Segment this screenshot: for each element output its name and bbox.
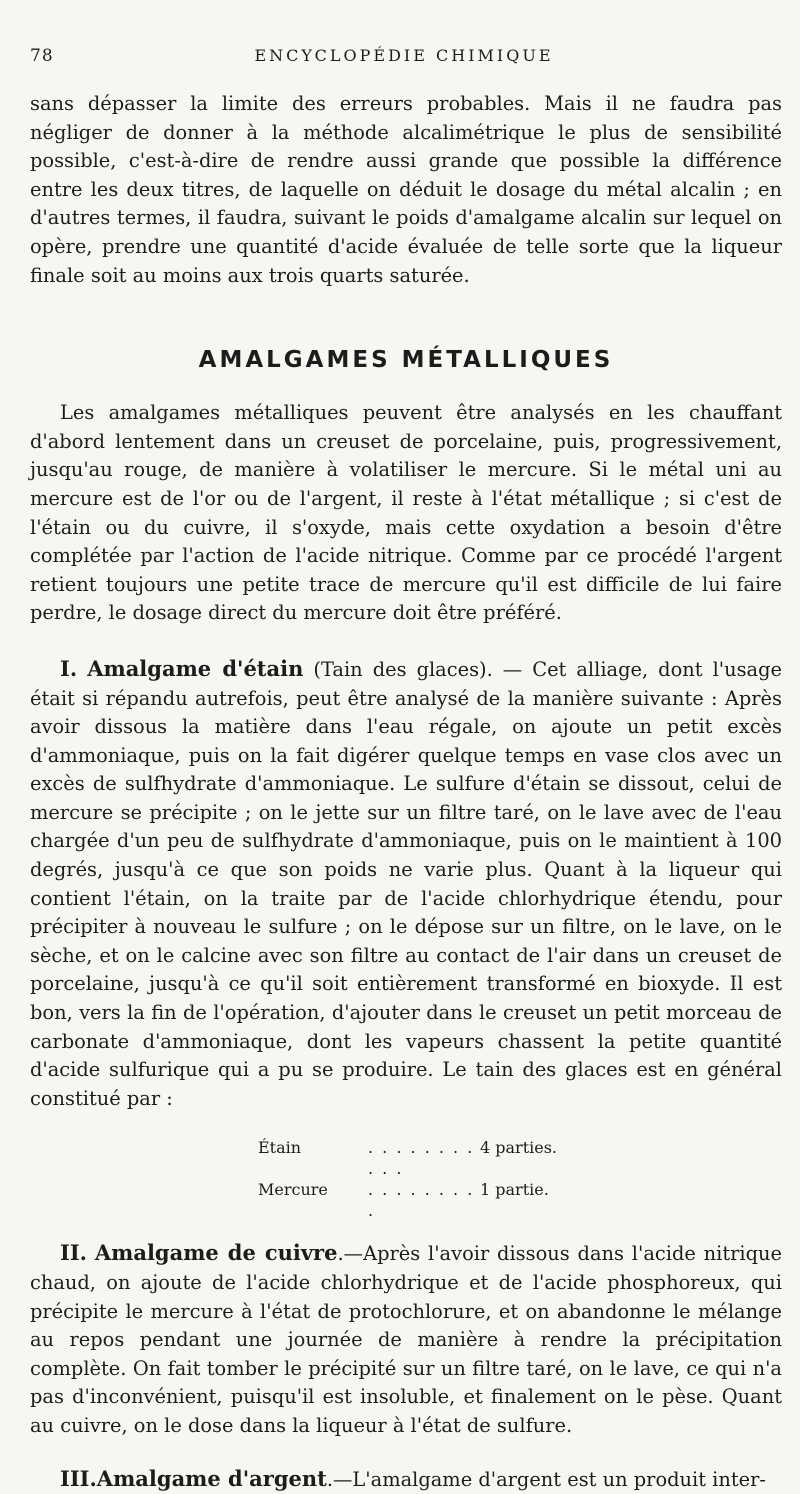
composition-leader: . . . . . . . . . xyxy=(368,1180,475,1221)
page-body xyxy=(30,90,782,1494)
composition-leader: . . . . . . . . . . . xyxy=(368,1138,475,1179)
intro-paragraph: sans dépasser la limite des erreurs probables. Mais il ne faudra pas négliger de donner à la méthode alcalimétrique le plus de sensibilité possible, c'est-à-dire de rendre aussi grande que possible la différence entre les deux titres, de laquelle on déduit le dosage du métal alcalin ; en d'autres termes, il faudra, suivant le poids d'amalgame alcalin sur lequel on opère, prendre une quantité d'acide évaluée de telle sorte que la liqueur finale soit au moins aux trois quarts saturée. xyxy=(30,92,782,287)
silver-amalgam-text: L'amalgame d'argent est un produit inter- xyxy=(352,1467,766,1491)
silver-amalgam-sep: .— xyxy=(326,1467,353,1491)
copper-amalgam-sep: .— xyxy=(337,1242,364,1266)
composition-value: 4 parties. xyxy=(480,1138,558,1158)
page-header xyxy=(30,46,778,70)
tin-amalgam-paragraph xyxy=(30,655,782,1114)
copper-amalgam-paragraph xyxy=(30,1239,782,1440)
section-title: AMALGAMES MÉTALLIQUES xyxy=(198,347,614,374)
copper-amalgam-title: Amalgame de cuivre xyxy=(94,1240,338,1266)
tin-amalgam-title: Amalgame d'étain xyxy=(87,655,304,681)
tin-amalgam-subtitle: (Tain des glaces). — xyxy=(313,657,533,681)
composition-name: Mercure xyxy=(258,1180,328,1200)
page-number: 78 xyxy=(30,46,54,66)
running-head: ENCYCLOPÉDIE CHIMIQUE xyxy=(254,46,554,65)
composition-row xyxy=(258,1179,782,1221)
silver-amalgam-paragraph xyxy=(30,1465,782,1494)
tin-amalgam-numeral: I. xyxy=(60,655,78,681)
silver-amalgam-title: Amalgame d'argent xyxy=(96,1465,327,1491)
copper-amalgam-numeral: II. xyxy=(60,1240,87,1266)
tin-amalgam-text: Cet alliage, dont l'usage était si répandu autrefois, peut être analysé de la manière suivante : Après avoir dissous la matière dans l'eau régale, on ajoute un petit excès d'ammoniaque, puis on la fait digérer quelque temps en vase clos avec un excès de sulfhydrate d'ammoniaque. Le sulfure d'étain se dissout, celui de mercure se précipite ; on le jette sur un filtre taré, on le lave avec de l'eau chargée d'un peu de sulfhydrate d'ammoniaque, puis on le maintient à 100 degrés, jusqu'à ce que son poids ne varie plus. Quant à la liqueur qui contient l'étain, on la traite par de l'acide chlorhydrique étendu, pour précipiter à nouveau le sulfure ; on le dépose sur un filtre, on le lave, on le sèche, et on le calcine avec son filtre au contact de l'air dans un creuset de porcelaine, jusqu'à ce qu'il soit entièrement transformé en bioxyde. Il est bon, vers la fin de l'opération, d'ajouter dans le creuset un petit morceau de carbonate d'ammoniaque, dont les vapeurs chassent la petite quantité d'acide sulfurique qui a pu se produire. Le tain des glaces est en général constitué par : xyxy=(30,657,783,1110)
copper-amalgam-text: Après l'avoir dissous dans l'acide nitrique chaud, on ajoute de l'acide chlorhydrique et de l'acide phosphoreux, qui précipite le mercure à l'état de protochlorure, et on abandonne le mélange au repos pendant une journée de manière à rendre la précipitation complète. On fait tomber le précipité sur un filtre taré, on le lave, ce qui n'a pas d'inconvénient, puisqu'il est insoluble, et finalement on le pèse. Quant au cuivre, on le dose dans la liqueur à l'état de sulfure. xyxy=(30,1242,783,1437)
composition-name: Étain xyxy=(258,1138,302,1158)
composition-table xyxy=(258,1137,782,1221)
composition-value: 1 partie. xyxy=(480,1180,549,1200)
section-intro-paragraph: Les amalgames métalliques peuvent être analysés en les chauffant d'abord lentement dans un creuset de porcelaine, puis, progressivement, jusqu'au rouge, de manière à volatiliser le mercure. Si le métal uni au mercure est de l'or ou de l'argent, il reste à l'état métallique ; si c'est de l'étain ou du cuivre, il s'oxyde, mais cette oxydation a besoin d'être complétée par l'action de l'acide nitrique. Comme par ce procédé l'argent retient toujours une petite trace de mercure qu'il est difficile de lui faire perdre, le dosage direct du mercure doit être préféré. xyxy=(30,401,782,625)
composition-row xyxy=(258,1137,782,1179)
silver-amalgam-numeral: III. xyxy=(60,1465,97,1491)
